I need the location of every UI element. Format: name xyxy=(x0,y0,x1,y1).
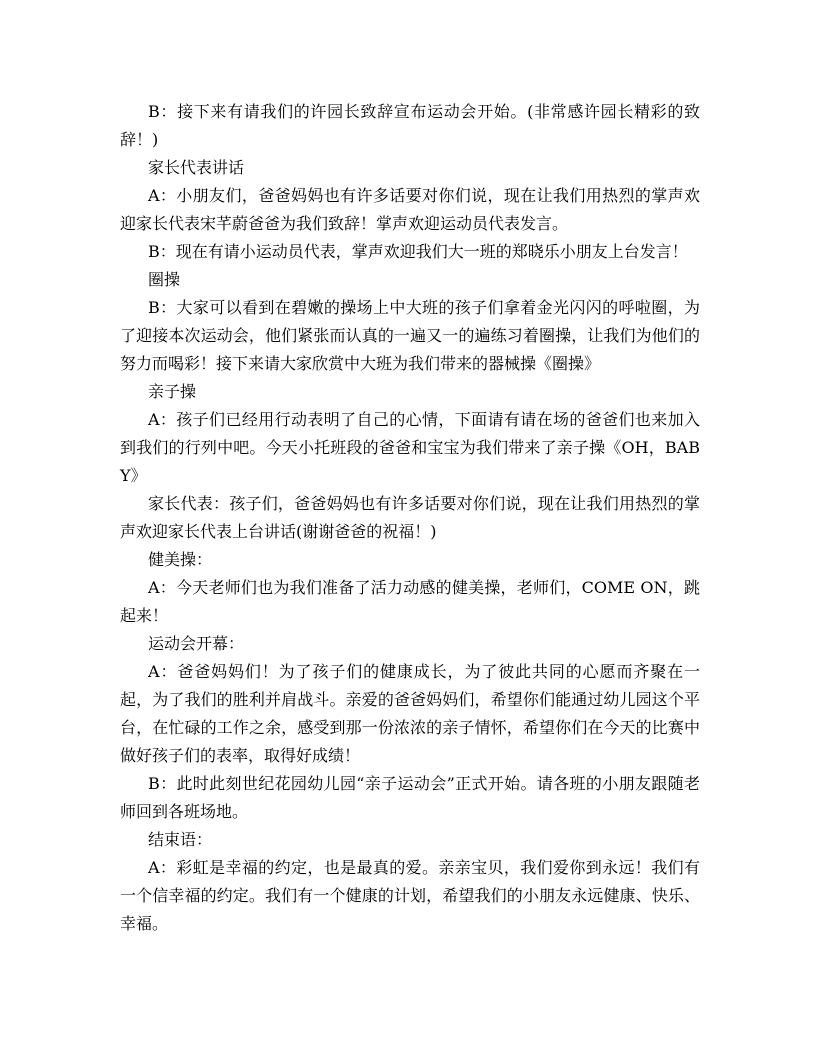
section-heading: 圈操 xyxy=(148,270,181,289)
paragraph: A：彩虹是幸福的约定，也是最真的爱。亲亲宝贝，我们爱你到永远！我们有一个信幸福的约定。我们有一个健康的计划，希望我们的小朋友永远健康、快乐、幸福。 xyxy=(120,858,700,933)
paragraph: B：现在有请小运动员代表，掌声欢迎我们大一班的郑晓乐小朋友上台发言！ xyxy=(148,242,688,261)
paragraph: B：接下来有请我们的许园长致辞宣布运动会开始。(非常感许园长精彩的致辞！) xyxy=(120,102,700,149)
paragraph: A：小朋友们，爸爸妈妈也有许多话要对你们说，现在让我们用热烈的掌声欢迎家长代表宋芊蔚爸爸为我们致辞！掌声欢迎运动员代表发言。 xyxy=(120,186,700,233)
section-heading: 亲子操 xyxy=(148,382,197,401)
paragraph: A：爸爸妈妈们！为了孩子们的健康成长，为了彼此共同的心愿而齐聚在一起，为了我们的胜利并肩战斗。亲爱的爸爸妈妈们，希望你们能通过幼儿园这个平台，在忙碌的工作之余，感受到那一份浓浓的亲子情怀，希望你们在今天的比赛中做好孩子们的表率，取得好成绩！ xyxy=(120,662,700,765)
section-heading: 家长代表讲话 xyxy=(148,158,245,177)
section-heading: 运动会开幕： xyxy=(148,634,245,653)
section-heading: 健美操： xyxy=(148,550,213,569)
paragraph: 家长代表：孩子们，爸爸妈妈也有许多话要对你们说，现在让我们用热烈的掌声欢迎家长代表上台讲话(谢谢爸爸的祝福！) xyxy=(120,494,700,541)
section-heading: 结束语： xyxy=(148,830,213,849)
paragraph: A：今天老师们也为我们准备了活力动感的健美操，老师们，COME ON，跳起来！ xyxy=(120,578,700,625)
paragraph: B：此时此刻世纪花园幼儿园“亲子运动会”正式开始。请各班的小朋友跟随老师回到各班场地。 xyxy=(120,774,700,821)
document-body xyxy=(120,98,700,938)
paragraph: A：孩子们已经用行动表明了自己的心情，下面请有请在场的爸爸们也来加入到我们的行列中吧。今天小托班段的爸爸和宝宝为我们带来了亲子操《OH，BABY》 xyxy=(120,410,700,485)
paragraph: B：大家可以看到在碧嫩的操场上中大班的孩子们拿着金光闪闪的呼啦圈，为了迎接本次运动会，他们紧张而认真的一遍又一的遍练习着圈操，让我们为他们的努力而喝彩！接下来请大家欣赏中大班为我们带来的器械操《圈操》 xyxy=(120,298,700,373)
